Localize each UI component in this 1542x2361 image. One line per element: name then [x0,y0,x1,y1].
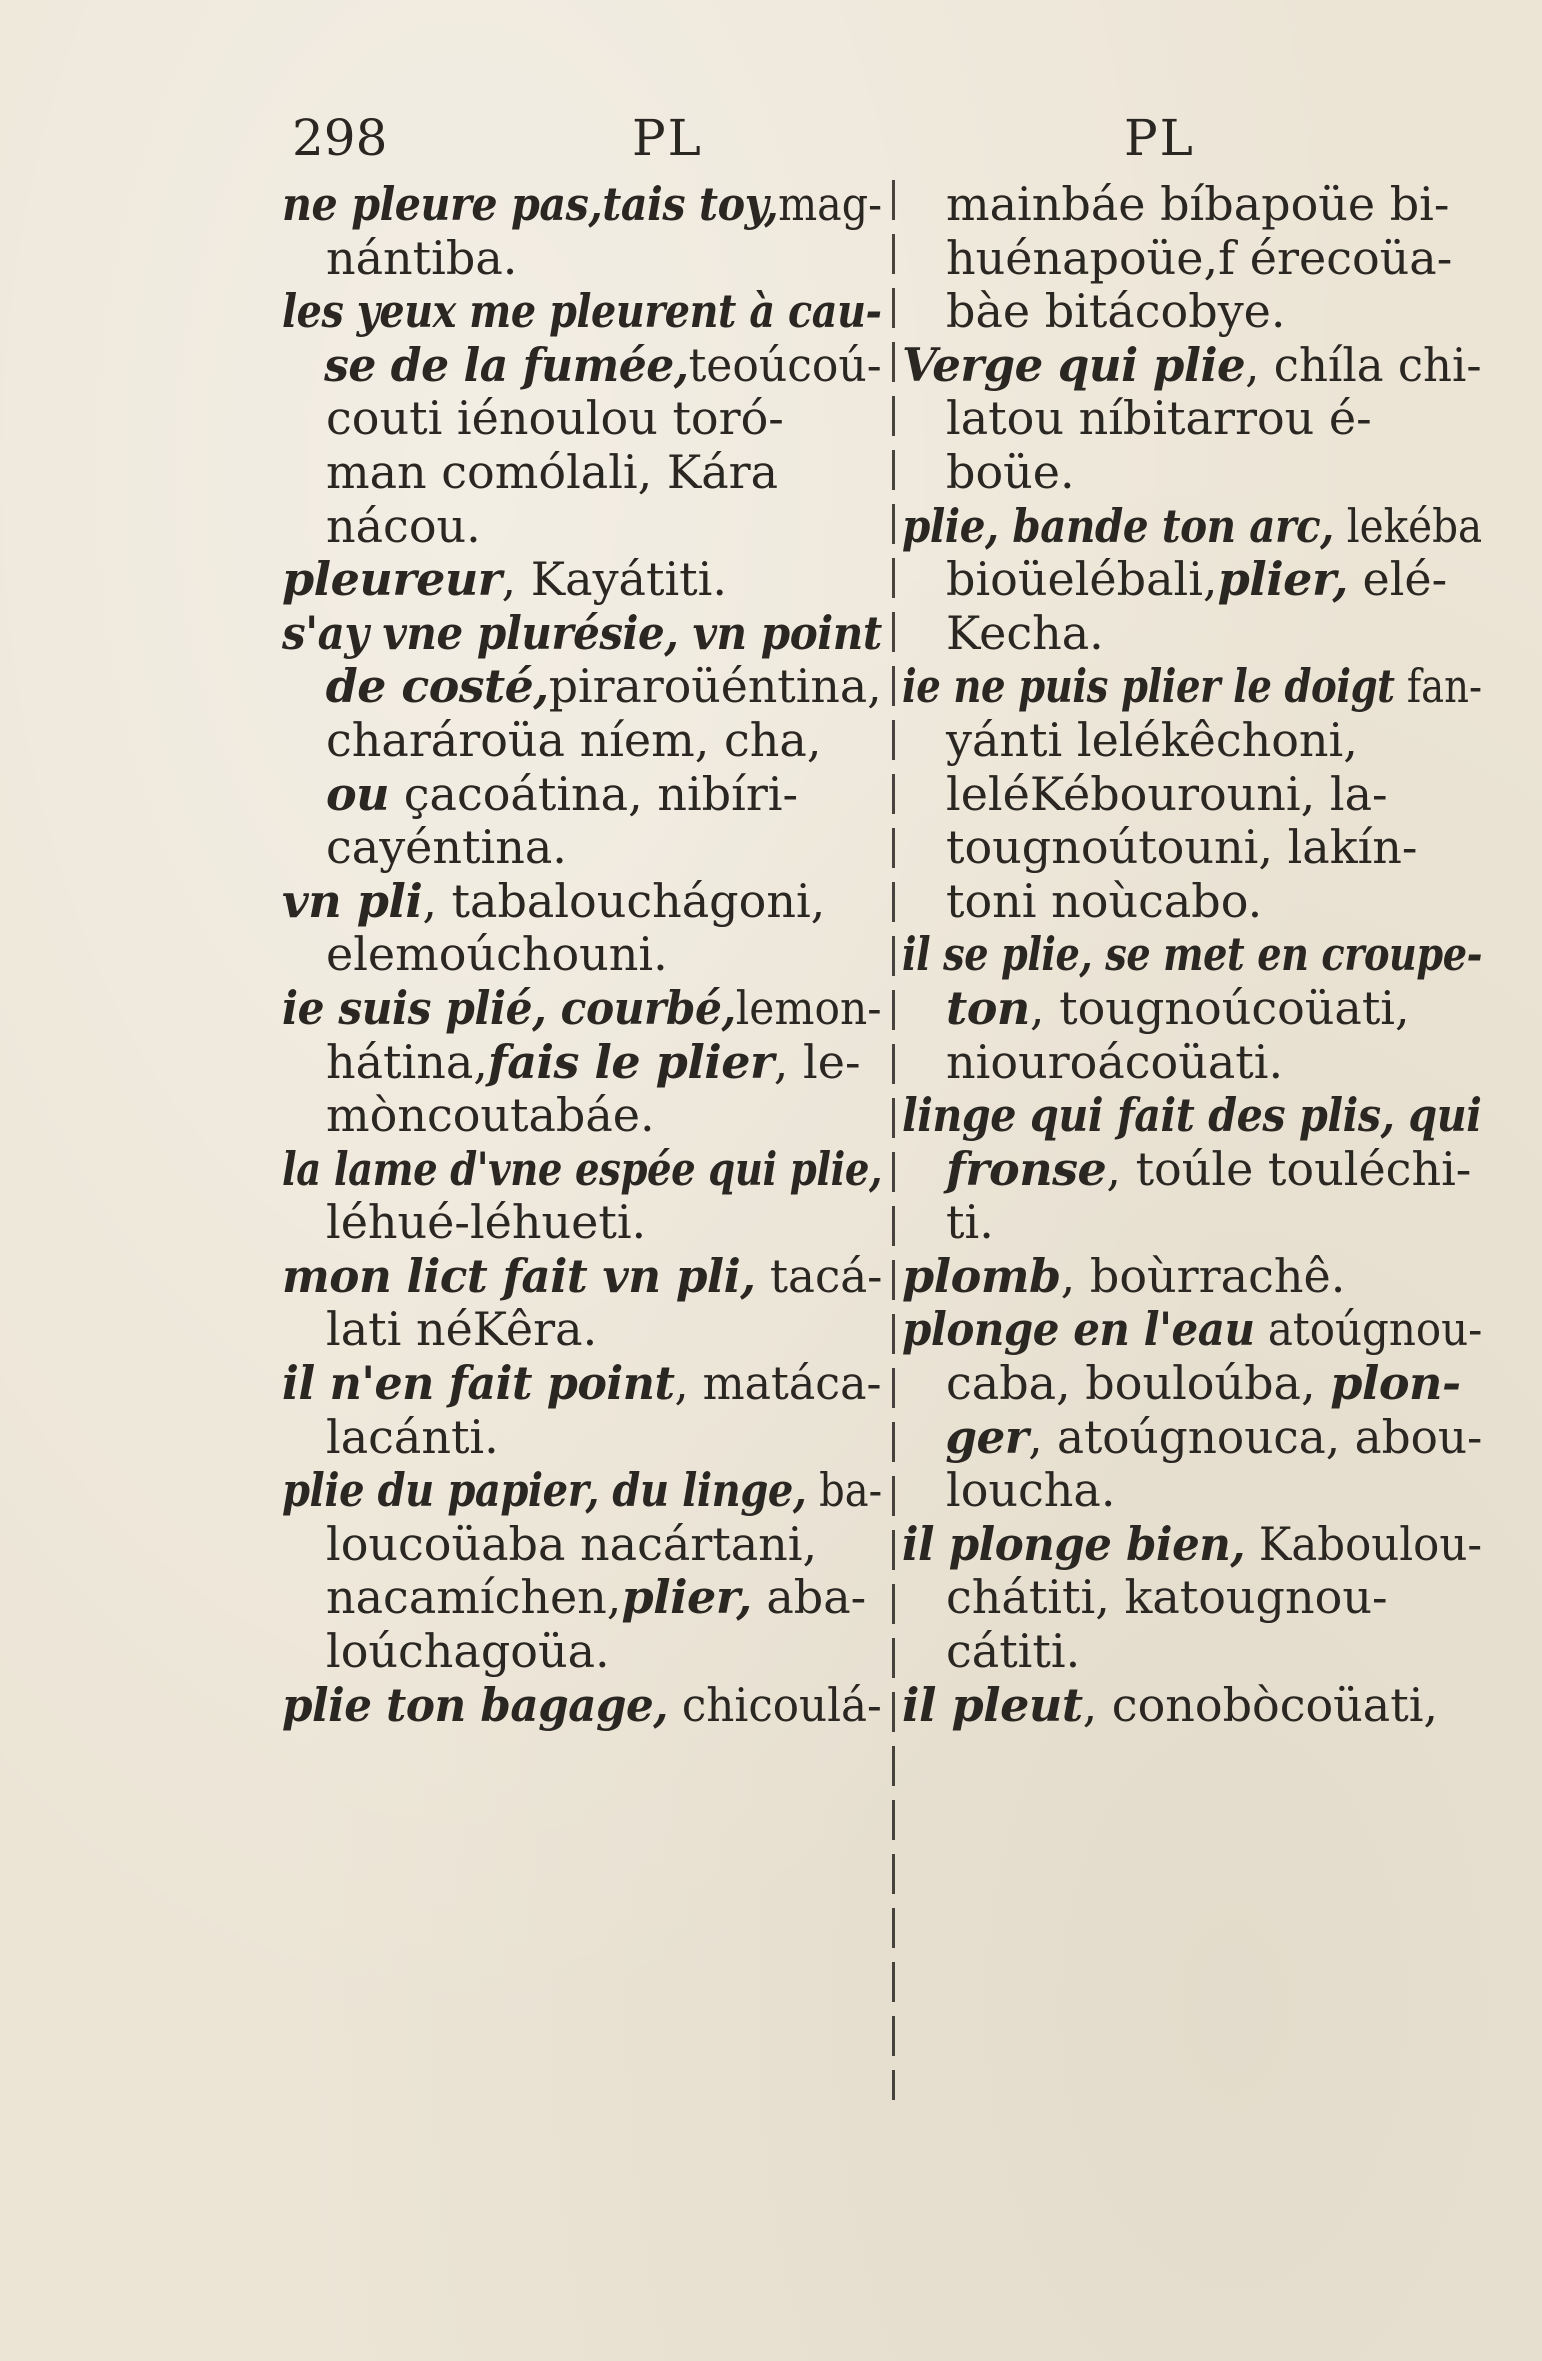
left-column-line [282,1248,883,1304]
left-column-line [282,284,882,339]
left-column-line [282,1196,882,1250]
right-column [902,178,1482,1732]
left-column-line [282,392,882,446]
left-column [282,178,882,1732]
left-column-line [282,1036,882,1090]
gloss-text: charároüa níem, cha, [326,712,822,767]
headword-text: linge qui fait des plis, qui [902,1088,1482,1143]
gloss-text: ti. [946,1195,994,1250]
right-column-line [902,982,1482,1036]
headword-text: ne pleure pas,tais toy, [282,177,779,231]
gloss-text: , le- [773,1034,861,1089]
gloss-text: , toúle touléchi- [1106,1141,1472,1196]
left-column-line [282,1356,882,1411]
right-column-line [902,1036,1482,1090]
left-column-line [282,1411,882,1465]
right-column-line [902,821,1482,875]
gloss-text: , tabalouchágoni, [422,873,826,928]
gloss-text: yánti lelékêchoni, [946,712,1358,767]
left-column-line [282,1677,882,1733]
gloss-text: couti iénoulou toró- [326,391,784,446]
page-number: 298 [292,109,388,167]
right-column-line [902,659,1483,714]
gloss-text: piraroüéntina, [548,659,882,714]
gloss-text: ba- [806,1463,883,1518]
headword-text: ie suis plié, courbé, [282,980,736,1035]
gloss-text: loucha. [946,1463,1116,1518]
gloss-text: lacánti. [326,1409,499,1464]
left-column-line [282,337,882,393]
gloss-text: , conobòcoüati, [1082,1677,1439,1732]
gloss-text: , Kayátiti. [501,552,727,607]
gloss-text: chátiti, katougnou- [946,1570,1388,1625]
right-column-line [902,232,1482,286]
page-header [0,108,1542,168]
gloss-text: man comólali, Kára [326,444,779,499]
gloss-text: atoúgnou- [1254,1302,1483,1357]
left-column-line [282,553,882,607]
headword-text: plonge en l'eau [902,1302,1255,1357]
gloss-text: niouroácoüati. [946,1034,1284,1089]
gloss-text: cayéntina. [326,820,567,875]
headword-text: ton [946,980,1030,1035]
headword-text: il pleut [902,1677,1083,1732]
headword-text: plie ton bagage, [282,1677,668,1732]
gloss-text: , atoúgnouca, abou- [1028,1409,1483,1464]
headword-text: vn pli [282,873,423,928]
headword-text: il n'en fait point [282,1356,675,1411]
right-column-line [902,1250,1482,1304]
headword-text: plie, bande ton arc, [902,498,1334,553]
gloss-text: , tougnoúcoüati, [1029,980,1410,1035]
right-column-line [902,1679,1482,1733]
gloss-text: nácou. [326,498,481,553]
gloss-text: caba, bouloúba, [946,1356,1331,1411]
gloss-text: teoúcoú- [688,337,882,392]
right-column-line [902,768,1482,822]
gloss-text: Kaboulou- [1245,1516,1483,1571]
headword-text: s'ay vne plurésie, vn point [282,605,882,660]
right-column-line [902,1516,1483,1572]
left-column-line [282,928,882,982]
gloss-text: lemon- [735,980,882,1035]
left-column-line [282,177,883,232]
left-column-line [282,232,882,286]
headword-text: pleureur [282,552,502,607]
headword-text: la lame d'vne espée qui plie, [282,1141,882,1196]
right-column-line [902,553,1482,607]
gloss-text: bioüelébali, [946,552,1218,607]
left-column-line [282,1518,882,1572]
gloss-text: nántiba. [326,230,518,285]
headword-text: plier, [1217,552,1348,607]
left-column-line [282,1089,882,1143]
gloss-text: loúchagoüa. [326,1624,610,1679]
gloss-text: mòncoutabáe. [326,1088,655,1143]
gloss-text: loucoüaba nacártani, [326,1516,818,1571]
right-column-line [902,1625,1482,1679]
running-head-left: PL [632,109,703,167]
right-column-line [902,1088,1482,1143]
headword-text: mon lict fait vn pli, [282,1248,756,1303]
right-column-line [902,1302,1483,1357]
left-column-line [282,500,882,554]
gloss-text: lekéba [1333,498,1483,553]
gloss-text: mag- [778,177,883,231]
headword-text: plie du papier, du linge, [282,1463,807,1518]
gloss-text: elemoúchouni. [326,927,668,982]
gloss-text: mainbáe bíbapoüe bi- [946,177,1450,231]
gloss-text: lati néKêra. [326,1302,598,1357]
right-column-line [902,714,1482,768]
left-column-line [282,659,882,714]
gloss-text: tacá- [755,1248,883,1303]
column-divider [892,180,895,2100]
left-column-line [282,1463,883,1518]
gloss-text: , matáca- [674,1356,882,1411]
left-column-line [282,980,882,1036]
right-column-line [902,285,1482,339]
headword-text: ie ne puis plier le doigt [902,659,1395,714]
gloss-text: toni noùcabo. [946,873,1263,928]
headword-text: de costé, [325,659,549,714]
right-column-line [902,446,1482,500]
gloss-text: leléKébourouni, la- [946,766,1388,821]
left-column-line [282,875,882,929]
left-column-line [282,1625,882,1679]
right-column-line [902,1464,1482,1518]
gloss-text: çacoátina, nibíri- [389,766,799,821]
gloss-text: latou níbitarrou é- [946,391,1372,446]
left-column-line [282,714,882,768]
gloss-text: cátiti. [946,1624,1081,1679]
right-column-line [902,178,1482,232]
gloss-text: chicoulá- [667,1677,882,1732]
gloss-text: aba- [751,1570,867,1625]
right-column-line [902,498,1483,554]
gloss-text: , boùrrachê. [1060,1248,1346,1303]
left-column-line [282,605,882,661]
headword-text: fronse [946,1141,1107,1196]
gloss-text: huénapoüe,f érecoüa- [946,230,1453,285]
running-head-right: PL [1124,109,1195,167]
headword-text: ou [326,766,390,821]
headword-text: Verge qui plie [902,337,1246,392]
right-column-line [902,337,1482,393]
right-column-line [902,1409,1483,1465]
left-column-line [282,768,882,822]
headword-text: plon- [1330,1356,1461,1411]
left-column-line [282,821,882,875]
right-column-line [902,1571,1482,1625]
right-column-line [902,1357,1482,1411]
gloss-text: elé- [1347,552,1448,607]
left-column-line [282,1303,882,1357]
left-column-line [282,1141,882,1197]
headword-text: plomb [902,1248,1061,1303]
left-column-line [282,1571,882,1625]
headword-text: fais le plier [487,1034,774,1089]
gloss-text: hátina, [326,1034,488,1089]
left-column-line [282,446,882,500]
headword-text: les yeux me pleurent à cau- [282,284,882,339]
gloss-text: léhué-léhueti. [326,1195,647,1250]
right-column-line [902,927,1483,982]
gloss-text: boüe. [946,444,1075,499]
gloss-text: bàe bitácobye. [946,284,1286,339]
gloss-text: Kecha. [946,605,1104,660]
right-column-line [902,1143,1482,1197]
right-column-line [902,607,1482,661]
headword-text: il se plie, se met en croupe- [902,927,1483,982]
gloss-text: fan- [1394,659,1483,714]
headword-text: il plonge bien, [902,1516,1246,1571]
gloss-text: nacamíchen, [326,1570,622,1625]
gloss-text: tougnoútouni, lakín- [946,820,1418,875]
right-column-line [902,392,1482,446]
headword-text: ger [945,1409,1029,1464]
headword-text: se de la fumée, [324,337,689,392]
headword-text: plier, [621,1570,752,1625]
gloss-text: , chíla chi- [1245,337,1482,392]
right-column-line [902,1196,1482,1250]
right-column-line [902,875,1482,929]
